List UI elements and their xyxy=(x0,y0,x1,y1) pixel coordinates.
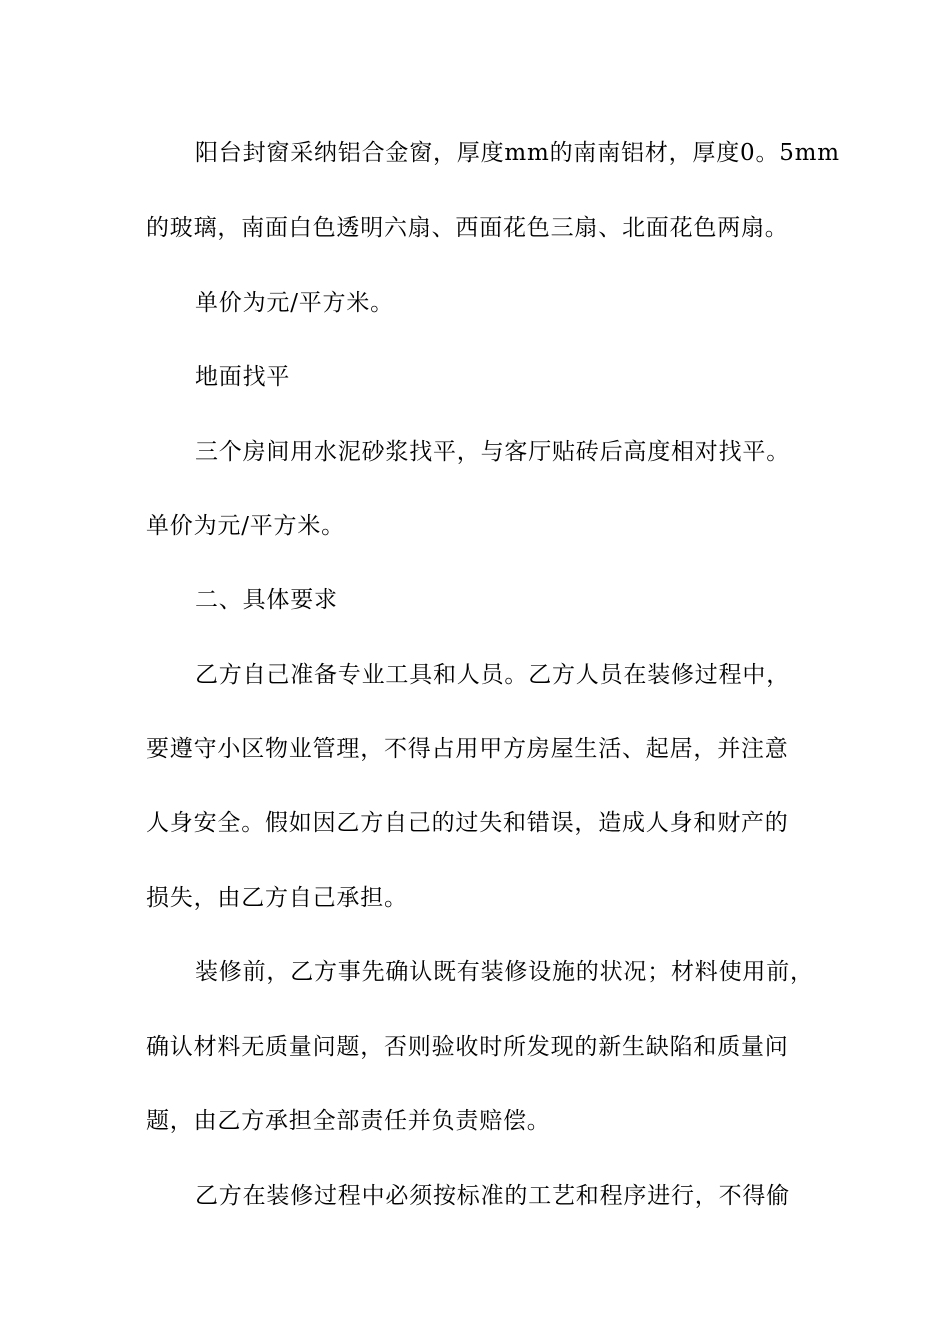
paragraph-line: 题，由乙方承担全部责任并负责赔偿。 xyxy=(146,1108,551,1134)
paragraph-line: 单价为元/平方米。 xyxy=(146,513,345,539)
paragraph-line: 人身安全。假如因乙方自己的过失和错误，造成人身和财产的 xyxy=(146,810,789,836)
paragraph-line: 乙方在装修过程中必须按标准的工艺和程序进行，不得偷 xyxy=(195,1183,790,1209)
paragraph-line: 的玻璃，南面白色透明六扇、西面花色三扇、北面花色两扇。 xyxy=(146,215,789,241)
paragraph-line: 装修前，乙方事先确认既有装修设施的状况；材料使用前， xyxy=(195,959,814,985)
paragraph-line: 阳台封窗采纳铝合金窗，厚度mm的南南铝材，厚度0。5mm xyxy=(195,140,840,166)
paragraph-line: 确认材料无质量问题，否则验收时所发现的新生缺陷和质量问 xyxy=(146,1034,789,1060)
paragraph-line: 单价为元/平方米。 xyxy=(195,290,394,316)
section-heading: 二、具体要求 xyxy=(195,587,338,613)
paragraph-line: 乙方自己准备专业工具和人员。乙方人员在装修过程中， xyxy=(195,662,790,688)
paragraph-line: 三个房间用水泥砂浆找平，与客厅贴砖后高度相对找平。 xyxy=(195,439,790,465)
section-heading: 地面找平 xyxy=(195,364,291,390)
paragraph-line: 损失，由乙方自己承担。 xyxy=(146,885,408,911)
paragraph-line: 要遵守小区物业管理，不得占用甲方房屋生活、起居，并注意 xyxy=(146,736,789,762)
